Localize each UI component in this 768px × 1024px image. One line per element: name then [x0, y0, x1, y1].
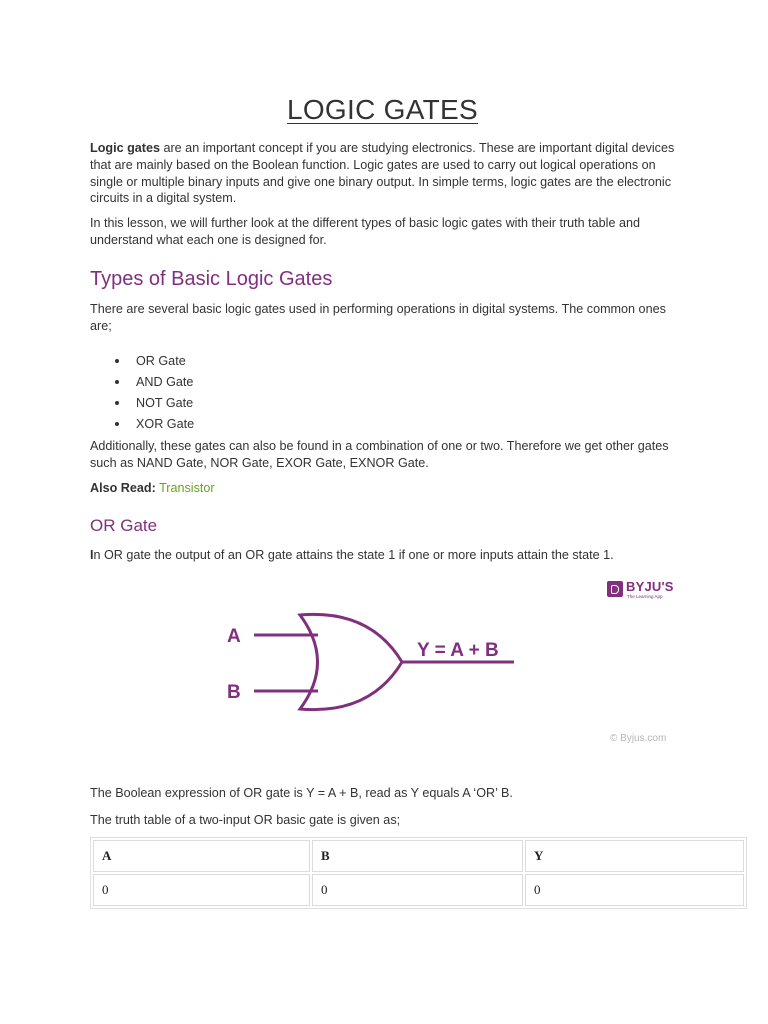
or-gate-description [90, 547, 680, 564]
header-a: A [93, 840, 310, 872]
logo-name: BYJU'S [626, 579, 674, 594]
intro-bold: Logic gates [90, 141, 160, 155]
cell-a: 0 [93, 874, 310, 906]
additionally-paragraph: Additionally, these gates can also be found in a combination of one or two. Therefore we get other gates such as NAND Gate, NOR Gate, EXOR Gate, EXNOR Gate. [90, 439, 669, 470]
cell-b: 0 [312, 874, 523, 906]
output-label: Y = A + B [417, 640, 499, 661]
list-item: NOT Gate [90, 393, 194, 414]
transistor-link[interactable]: Transistor [159, 481, 215, 495]
header-y: Y [525, 840, 744, 872]
or-gate-diagram [227, 605, 530, 725]
list-item: AND Gate [90, 372, 194, 393]
lesson-paragraph: In this lesson, we will further look at the different types of basic logic gates with their truth table and understand what each one is designed for. [90, 216, 640, 247]
cell-y: 0 [525, 874, 744, 906]
also-read [90, 480, 680, 497]
logo-mark-icon [607, 581, 623, 597]
types-intro: There are several basic logic gates used in performing operations in digital systems. The common ones are; [90, 302, 666, 333]
input-a-label: A [227, 626, 241, 647]
table-row [93, 874, 744, 906]
truth-table [90, 837, 747, 909]
or-gate-symbol [300, 614, 402, 709]
or-gate-heading: OR Gate [90, 516, 158, 535]
list-item: OR Gate [90, 351, 194, 372]
or-desc-text: n OR gate the output of an OR gate attains the state 1 if one or more inputs attain the state 1. [93, 548, 614, 562]
types-heading: Types of Basic Logic Gates [90, 268, 333, 290]
list-item: XOR Gate [90, 414, 194, 435]
logo-tagline: The Learning App [627, 594, 663, 599]
also-read-label: Also Read: [90, 481, 156, 495]
input-b-label: B [227, 682, 241, 703]
boolean-expression: The Boolean expression of OR gate is Y = A + B, read as Y equals A ‘OR’ B. [90, 786, 513, 800]
intro-text: are an important concept if you are studying electronics. These are important digital devices that are mainly based on the Boolean function. Logic gates are used to carry out logical operations on single or multiple binary inputs and give one binary output. In simple terms, logic gates are the electronic circuits in a digital system. [90, 141, 675, 206]
table-header-row [93, 840, 744, 872]
header-b: B [312, 840, 523, 872]
intro-paragraph [90, 140, 680, 207]
gates-list [90, 351, 194, 435]
page-title: LOGIC GATES [286, 94, 479, 125]
copyright-watermark: © Byjus.com [610, 733, 667, 744]
byjus-logo [607, 579, 687, 601]
truth-table-intro: The truth table of a two-input OR basic gate is given as; [90, 813, 401, 827]
or-desc-bold: I [90, 548, 94, 562]
